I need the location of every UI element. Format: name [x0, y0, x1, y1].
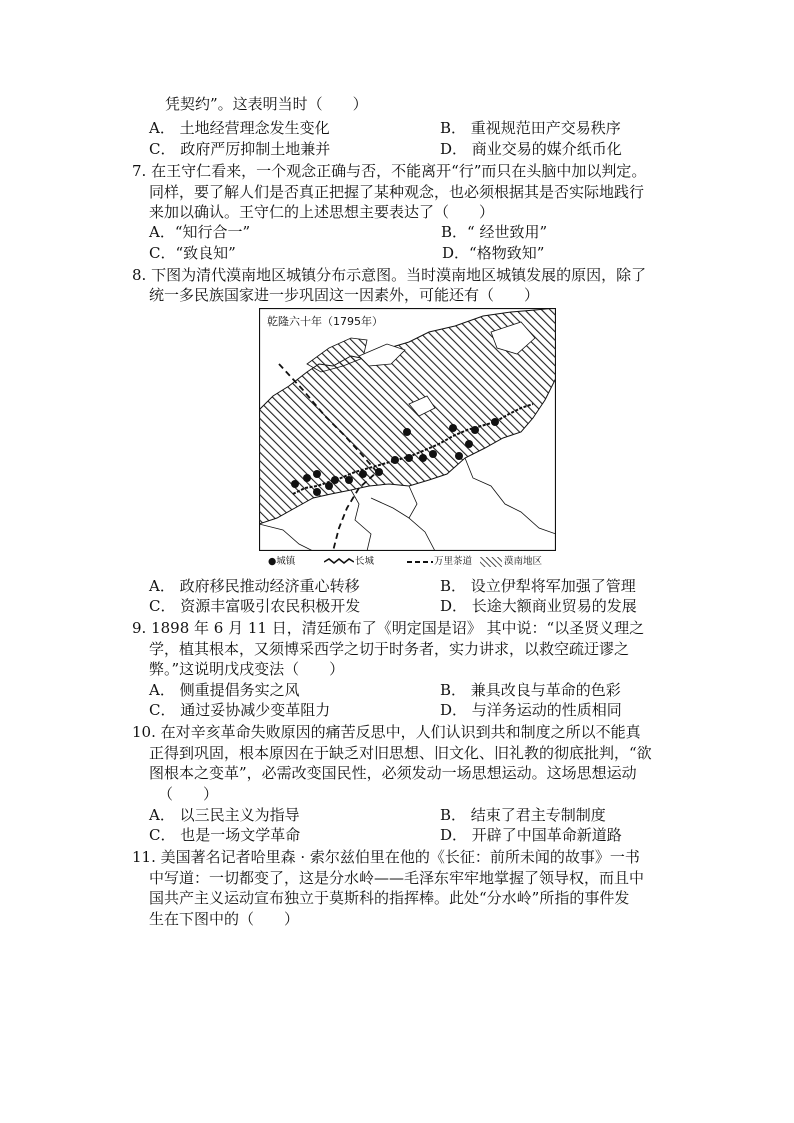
q9-option-b[interactable]: B． 兼具改良与革命的色彩: [440, 681, 621, 699]
q10-line-3: 图根本之变革”，必需改变国民性，必须发动一场思想运动。这场思想运动: [149, 764, 637, 782]
q6-option-b[interactable]: B． 重视规范田产交易秩序: [440, 119, 621, 137]
q9-line-3: 弊。”这说明戊戌变法（ ）: [149, 660, 345, 678]
q9-line-2: 学，植其根本，又须博采西学之切于时务者，实力讲求，以救空疏迂谬之: [149, 640, 630, 658]
town-marker: [345, 476, 353, 484]
town-marker: [303, 474, 311, 482]
q10-option-b[interactable]: B． 结束了君主专制制度: [440, 806, 606, 824]
q10-option-c[interactable]: C． 也是一场文学革命: [149, 826, 301, 844]
q9-option-d[interactable]: D． 与洋务运动的性质相同: [440, 701, 622, 719]
town-marker: [391, 456, 399, 464]
town-marker: [291, 480, 299, 488]
q8-option-d[interactable]: D． 长途大额商业贸易的发展: [440, 597, 637, 615]
q7-line-3: 来加以确认。王守仁的上述思想主要表达了（ ）: [149, 203, 495, 221]
q9-line-1: 9. 1898 年 6 月 11 日，清廷颁布了《明定国是诏》 其中说：“以圣贤义理之: [132, 619, 645, 637]
town-marker: [375, 468, 383, 476]
legend-wall-icon: [324, 557, 354, 567]
legend-town: ●城镇: [268, 556, 296, 567]
q8-option-a[interactable]: A． 政府移民推动经济重心转移: [149, 577, 360, 595]
q11-line-2: 中写道：一切都变了，这是分水岭——毛泽东牢牢地掌握了领导权，而且中: [149, 869, 645, 887]
q6-stem-end: 凭契约”。这表明当时（ ）: [165, 95, 368, 113]
q7-option-c[interactable]: C．“致良知”: [149, 244, 236, 262]
town-marker: [313, 470, 321, 478]
q10-line-4: （ ）: [158, 785, 219, 803]
q10-line-2: 正得到巩固，根本原因在于缺乏对旧思想、旧文化、旧礼教的彻底批判，“欲: [149, 744, 652, 762]
q11-line-4: 生在下图中的（ ）: [149, 910, 300, 928]
town-marker: [403, 428, 411, 436]
town-marker: [429, 450, 437, 458]
town-marker: [449, 424, 457, 432]
q8-line-2: 统一多民族国家进一步巩固这一因素外，可能还有（ ）: [149, 286, 540, 304]
q7-option-b[interactable]: B．“ 经世致用”: [441, 223, 548, 241]
q10-line-1: 10. 在对辛亥革命失败原因的痛苦反思中，人们认识到共和制度之所以不能真: [132, 723, 641, 741]
q6-option-d[interactable]: D． 商业交易的媒介纸币化: [440, 140, 622, 158]
legend-region: 漠南地区: [504, 556, 543, 567]
q11-line-1: 11. 美国著名记者哈里森 · 索尔兹伯里在他的《长征：前所未闻的故事》一书: [132, 848, 640, 866]
town-marker: [325, 482, 333, 490]
town-marker: [359, 470, 367, 478]
legend-tea-road: 万里茶道: [434, 556, 473, 567]
town-marker: [419, 454, 427, 462]
town-marker: [471, 426, 479, 434]
q7-option-a[interactable]: A．“知行合一”: [149, 223, 251, 241]
legend-tea-road-icon: [407, 560, 433, 564]
map-title: 乾隆六十年（1795年）: [267, 315, 383, 328]
town-marker: [491, 418, 499, 426]
town-marker: [465, 440, 473, 448]
town-marker: [405, 454, 413, 462]
legend-region-icon: [480, 557, 502, 567]
q7-line-2: 同样，要了解人们是否真正把握了某种观念，也必须根据其是否实际地践行: [149, 183, 645, 201]
q10-option-a[interactable]: A． 以三民主义为指导: [149, 806, 300, 824]
q11-line-3: 国共产主义运动宣布独立于莫斯科的指挥棒。此处“分水岭”所指的事件发: [149, 889, 630, 907]
map-legend: [264, 554, 564, 570]
legend-wall: 长城: [355, 556, 375, 567]
town-marker: [313, 488, 321, 496]
q8-option-c[interactable]: C． 资源丰富吸引农民积极开发: [149, 597, 361, 615]
town-marker: [331, 476, 339, 484]
q7-option-d[interactable]: D．“格物致知”: [442, 244, 545, 262]
q9-option-a[interactable]: A． 侧重提倡务实之风: [149, 681, 300, 699]
q7-line-1: 7. 在王守仁看来，一个观念正确与否，不能离开“行”而只在头脑中加以判定。: [132, 162, 647, 180]
q8-line-1: 8. 下图为清代漠南地区城镇分布示意图。当时漠南地区城镇发展的原因，除了: [132, 266, 647, 284]
q9-option-c[interactable]: C． 通过妥协减少变革阻力: [149, 701, 331, 719]
q6-option-c[interactable]: C． 政府严厉抑制土地兼并: [149, 140, 331, 158]
q6-option-a[interactable]: A． 土地经营理念发生变化: [149, 119, 330, 137]
town-marker: [455, 452, 463, 460]
q10-option-d[interactable]: D． 开辟了中国革命新道路: [440, 826, 622, 844]
q8-option-b[interactable]: B． 设立伊犁将军加强了管理: [440, 577, 636, 595]
mobei-town-map: [259, 308, 556, 551]
